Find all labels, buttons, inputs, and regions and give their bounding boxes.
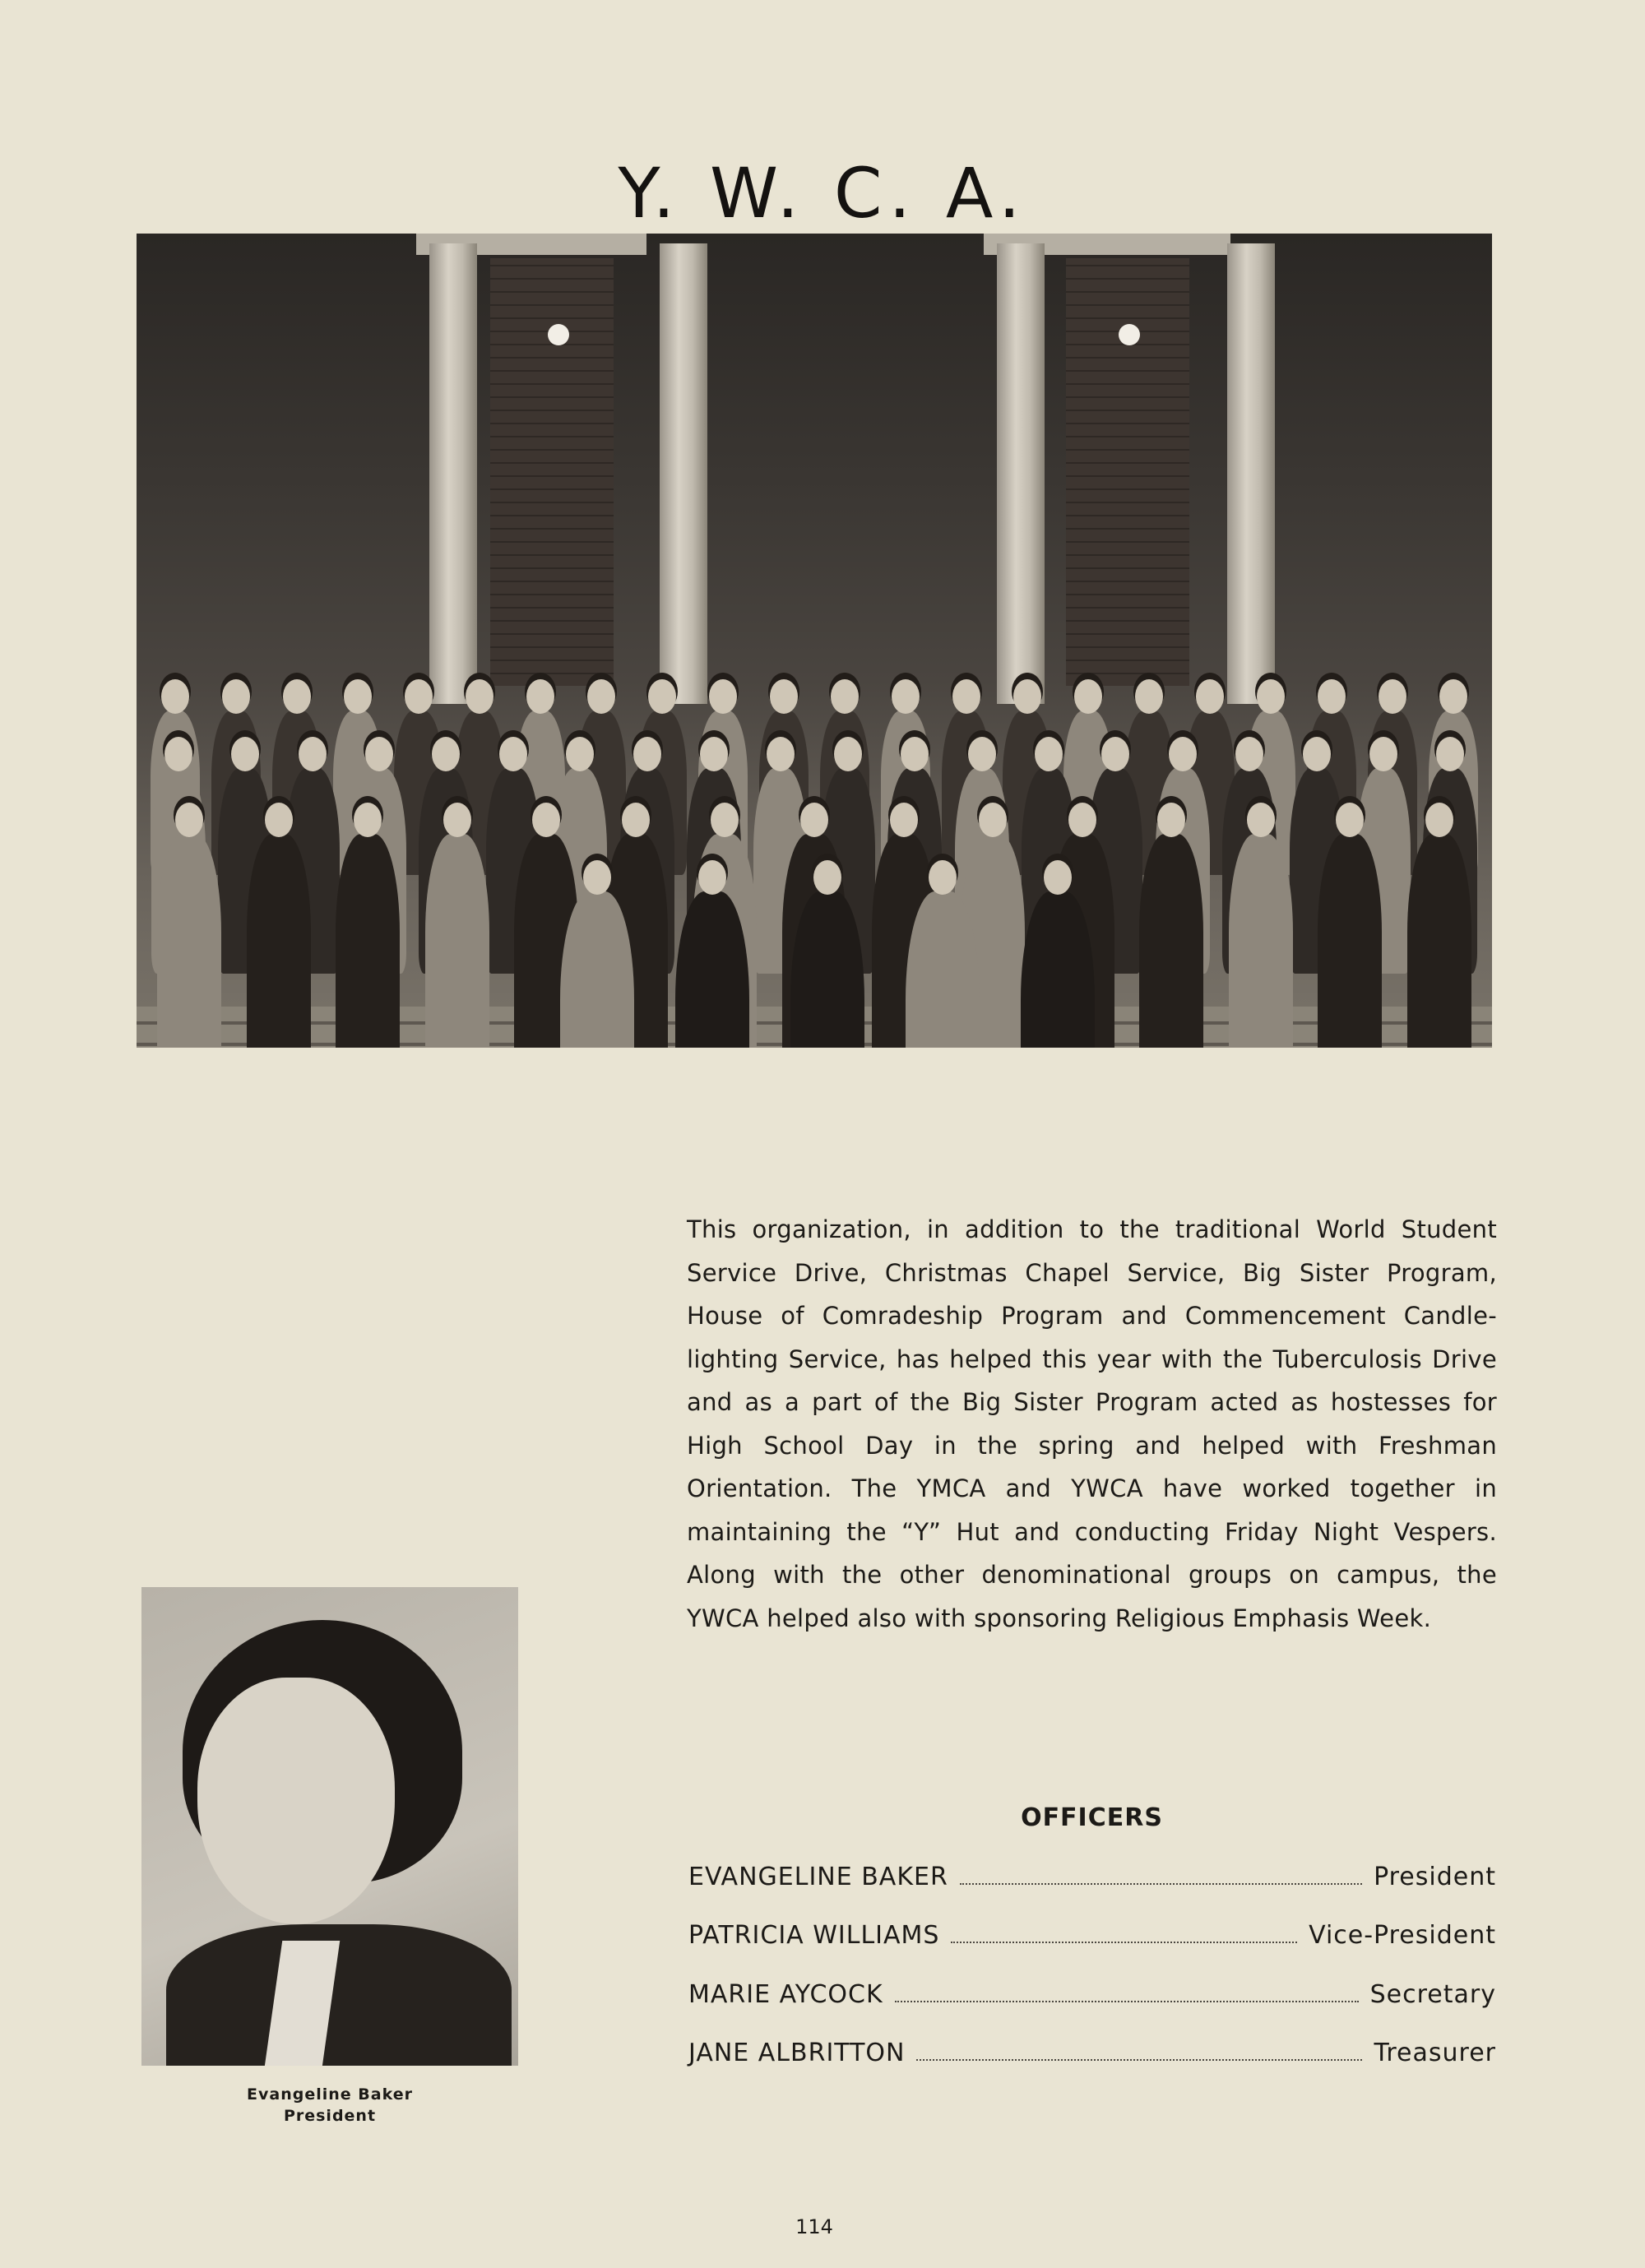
person-face [1439,679,1467,714]
person-face [979,803,1007,837]
person-face [1074,679,1102,714]
person-face [1379,679,1406,714]
officer-name: PATRICIA WILLIAMS [688,1921,940,1950]
person-face [1257,679,1285,714]
person-face [443,803,471,837]
person-silhouette [1021,891,1095,1048]
officer-role: Treasurer [1374,2039,1496,2067]
person-face [709,679,737,714]
officer-name: EVANGELINE BAKER [688,1863,948,1891]
officer-row [688,1980,1496,2013]
person-face [1247,803,1275,837]
person-face [365,737,393,771]
person-face [526,679,554,714]
portrait-face [197,1678,395,1924]
person-face [633,737,661,771]
person-face [499,737,527,771]
officer-name: MARIE AYCOCK [688,1980,883,2009]
dotted-leader [916,2041,1362,2061]
person-face [161,679,189,714]
person-face [1044,860,1072,895]
person-silhouette [1407,834,1471,1048]
person-face [1035,737,1063,771]
person-face [1068,803,1096,837]
page-number: 114 [795,2215,833,2238]
brick-wall [490,258,614,686]
person-face [1318,679,1346,714]
person-face [566,737,594,771]
person-silhouette [675,891,749,1048]
person-face [231,737,259,771]
person-silhouette [790,891,864,1048]
person-face [1013,679,1041,714]
person-face [1235,737,1263,771]
page-title: Y. W. C. A. [618,153,1027,234]
officer-row [688,1863,1496,1895]
officer-row [688,1921,1496,1954]
person-face [892,679,920,714]
person-silhouette [336,834,400,1048]
person-face [1303,737,1331,771]
person-face [813,860,841,895]
person-face [929,860,957,895]
brick-wall [1066,258,1189,686]
person-silhouette [1318,834,1382,1048]
person-silhouette [1229,834,1293,1048]
column [997,243,1045,704]
person-face [1369,737,1397,771]
group-photo [137,234,1492,1048]
column [1227,243,1275,704]
person-face [164,737,192,771]
person-face [1196,679,1224,714]
person-silhouette [1139,834,1203,1048]
caption-name: Evangeline Baker [247,2085,413,2104]
officer-name: JANE ALBRITTON [688,2039,906,2067]
column [660,243,707,704]
person-silhouette [157,834,221,1048]
lamp [1119,324,1140,345]
person-face [1169,737,1197,771]
lamp [548,324,569,345]
person-face [834,737,862,771]
officer-role: Secretary [1369,1980,1496,2009]
person-face [466,679,494,714]
person-face [222,679,250,714]
officers-heading: OFFICERS [1021,1803,1163,1832]
person-face [1425,803,1453,837]
person-face [968,737,996,771]
person-silhouette [906,891,980,1048]
person-face [901,737,929,771]
person-face [698,860,726,895]
person-face [622,803,650,837]
person-face [770,679,798,714]
person-face [700,737,728,771]
officer-role: Vice-President [1309,1921,1496,1950]
portrait-photo [141,1587,518,2066]
person-face [1135,679,1163,714]
person-face [952,679,980,714]
person-face [890,803,918,837]
body-paragraph: This organization, in addition to the traditional World Student Service Drive, Christmas Chapel Service, Big Sister Program, House of Comradeship Program and Commencement Candle-lighting Service, has helped this year with the Tuberculosis Drive and as a part of the Big Sister Program acted as hostesses for High School Day in the spring and helped with Freshman Orientation. The YMCA and YWCA have worked together in maintaining the “Y” Hut and conducting Friday Night Vespers. Along with the other denominational groups on campus, the YWCA helped also with sponsoring Religious Emphasis Week. [687,1215,1497,1632]
person-face [283,679,311,714]
person-face [405,679,433,714]
person-face [831,679,859,714]
person-face [344,679,372,714]
person-face [648,679,676,714]
officer-role: President [1374,1863,1496,1891]
portrait-caption [141,2084,518,2127]
person-silhouette [247,834,311,1048]
group-of-people [145,661,1484,1048]
dotted-leader [951,1923,1297,1943]
person-face [583,860,611,895]
person-face [299,737,327,771]
person-face [587,679,615,714]
dotted-leader [960,1865,1362,1885]
column [429,243,477,704]
person-silhouette [560,891,634,1048]
officer-row [688,2039,1496,2071]
dotted-leader [895,1983,1359,2002]
caption-role: President [283,2107,377,2125]
person-face [1157,803,1185,837]
person-face [800,803,828,837]
person-face [1336,803,1364,837]
person-silhouette [425,834,489,1048]
person-face [265,803,293,837]
